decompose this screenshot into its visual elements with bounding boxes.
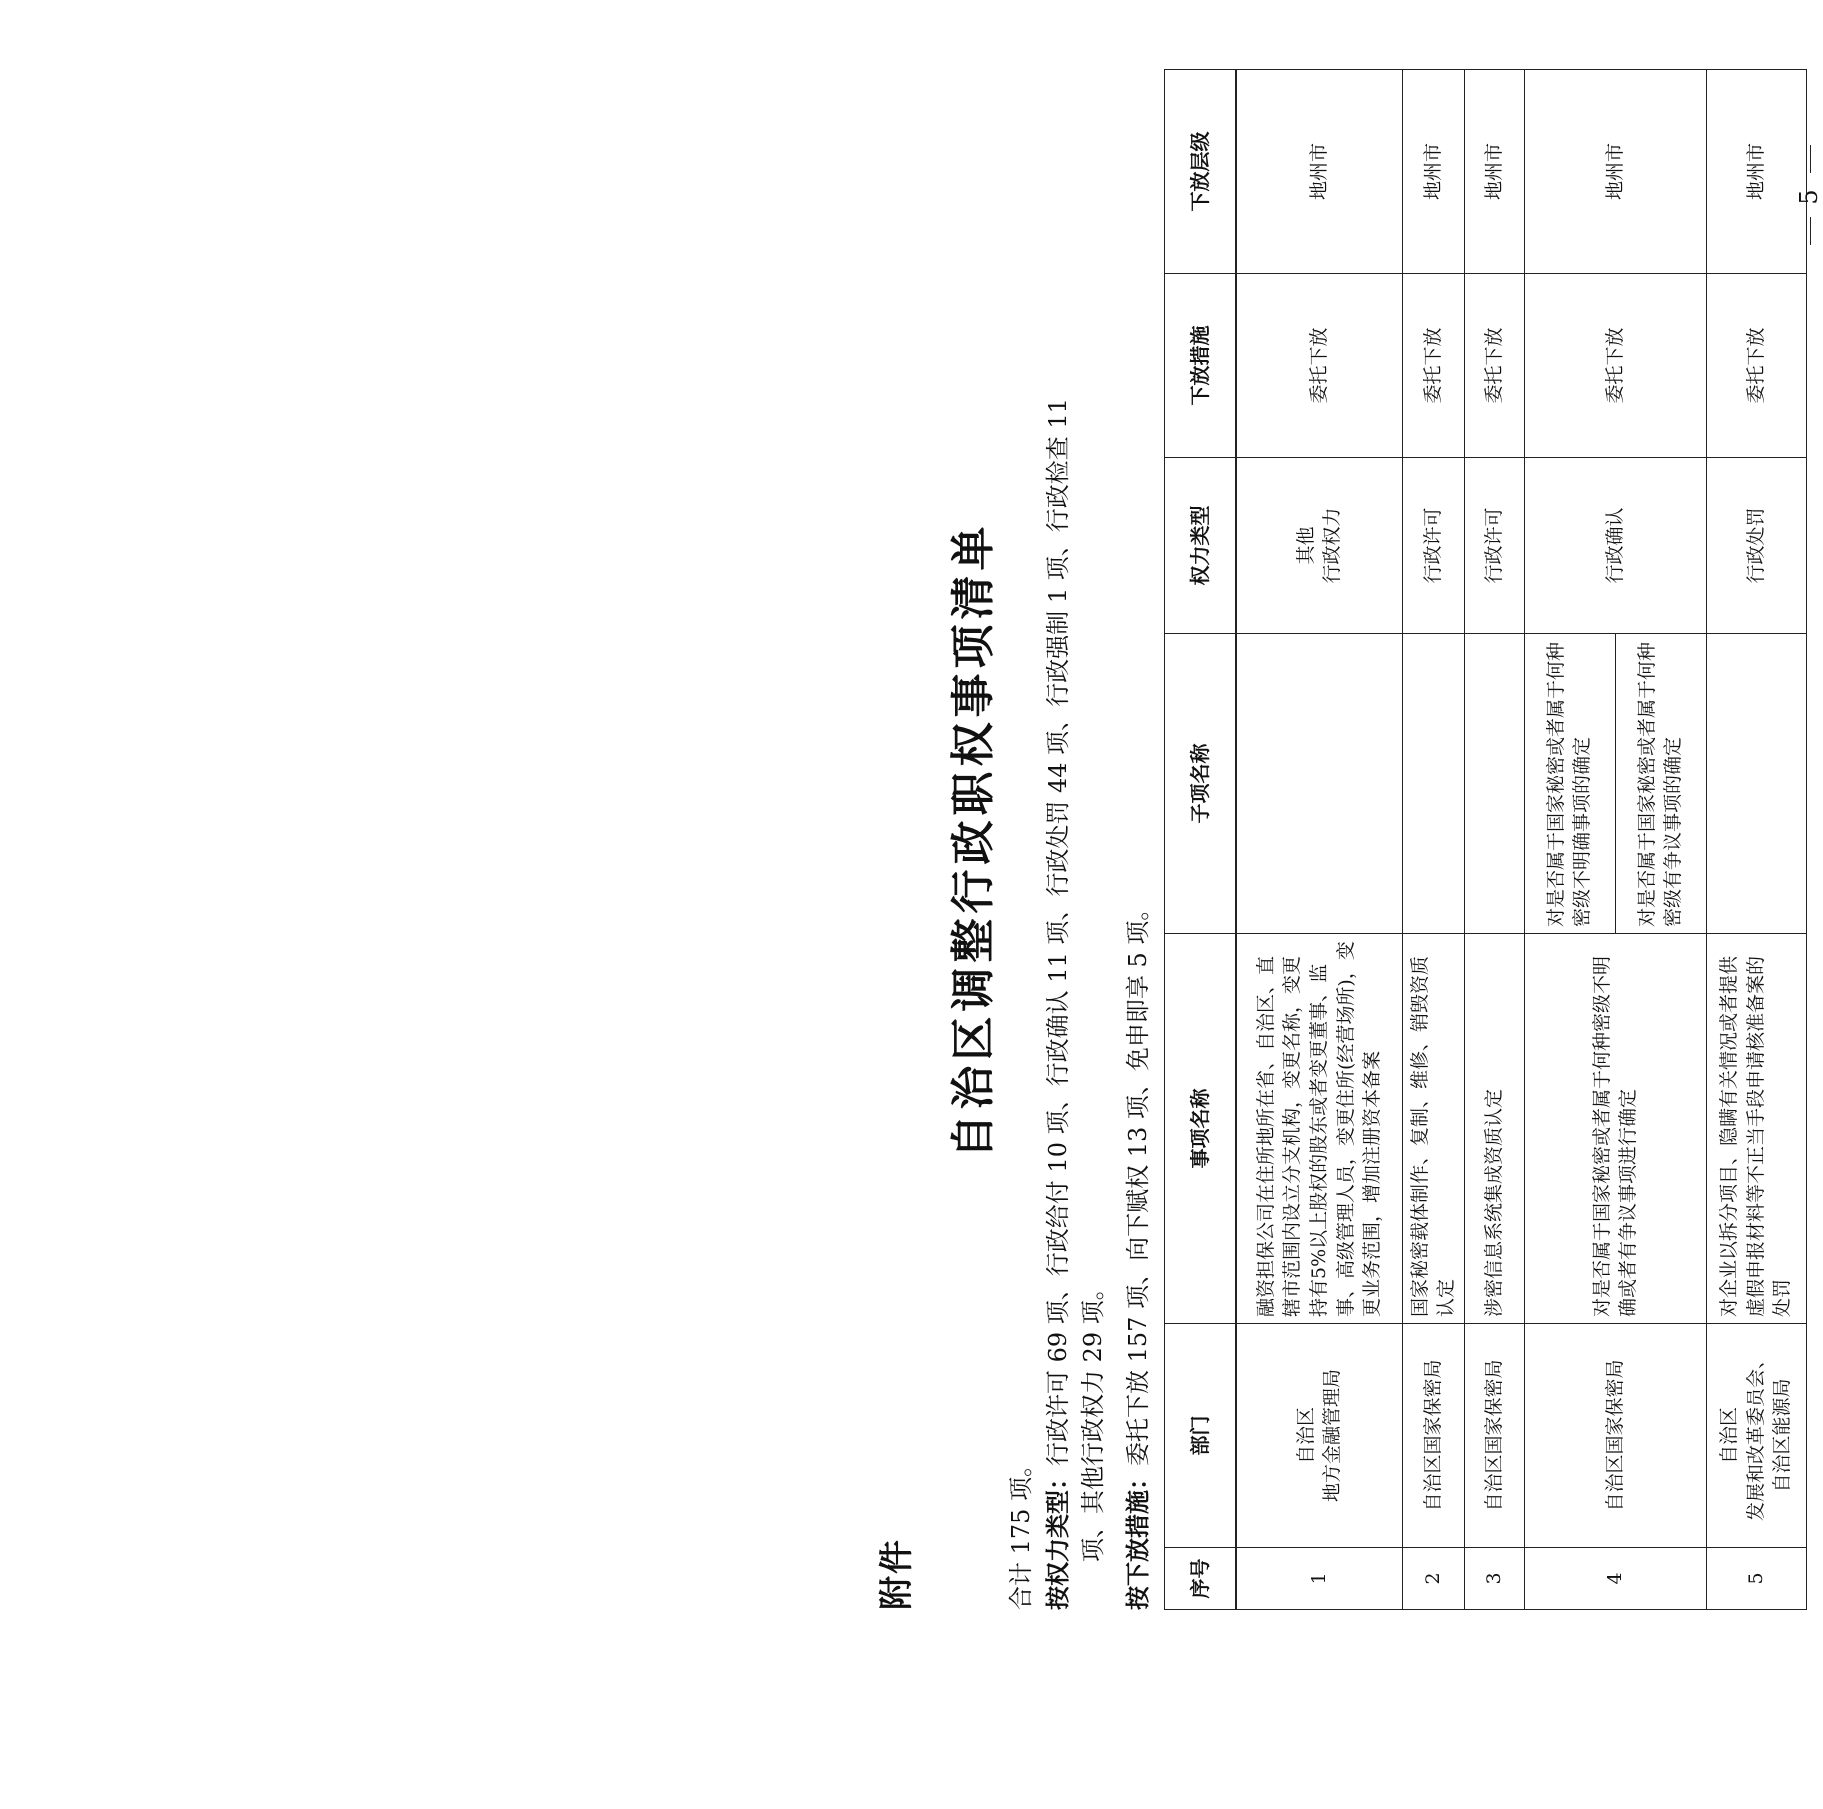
cell-measure: 委托下放 (1706, 274, 1806, 458)
header-item: 事项名称 (1165, 934, 1237, 1324)
cell-type: 其他 行政权力 (1236, 458, 1402, 634)
table-row (1236, 70, 1402, 1610)
cell-sub (1402, 634, 1464, 934)
cell-sub (1464, 634, 1524, 934)
header-level: 下放层级 (1165, 70, 1237, 274)
cell-dept: 自治区国家保密局 (1524, 1324, 1706, 1548)
cell-item: 国家秘密载体制作、复制、维修、销毁资质认定 (1402, 934, 1464, 1324)
cell-type: 行政处罚 (1706, 458, 1806, 634)
summary-by-type-label: 按权力类型： (1044, 1466, 1072, 1610)
header-sub: 子项名称 (1165, 634, 1237, 934)
summary-by-measure-text: 委托下放 157 项、向下赋权 13 项、免申即享 5 项。 (1124, 896, 1152, 1466)
cell-dept: 自治区 发展和改革委员会、 自治区能源局 (1706, 1324, 1806, 1548)
summary-by-measure (1121, 70, 1156, 1610)
page-dash-right (1810, 145, 1811, 173)
summary-by-measure-label: 按下放措施： (1124, 1466, 1152, 1610)
cell-level: 地州市 (1524, 70, 1706, 274)
header-no: 序号 (1165, 1548, 1237, 1610)
rotated-page (869, 70, 1823, 1610)
cell-level: 地州市 (1706, 70, 1806, 274)
cell-measure: 委托下放 (1402, 274, 1464, 458)
attachment-label: 附件 (877, 1538, 917, 1610)
table-row (1402, 70, 1464, 1610)
cell-sub (1236, 634, 1402, 934)
table-header-row (1165, 70, 1237, 1610)
cell-item: 融资担保公司在住所地所在省、自治区、直辖市范围内设立分支机构，变更名称，变更持有5%以上股权的股东或者变更董事、监事、高级管理人员，变更住所(经营场所)，变更业务范围，增加注册资本备案 (1236, 934, 1402, 1324)
cell-dept: 自治区 地方金融管理局 (1236, 1324, 1402, 1548)
header-dept: 部门 (1165, 1324, 1237, 1548)
header-type: 权力类型 (1165, 458, 1237, 634)
cell-measure: 委托下放 (1524, 274, 1706, 458)
page-number-value: 5 (1795, 185, 1823, 205)
cell-no: 5 (1706, 1548, 1806, 1610)
cell-dept: 自治区国家保密局 (1464, 1324, 1524, 1548)
table-row (1524, 70, 1706, 1610)
cell-type: 行政确认 (1524, 458, 1706, 634)
cell-sub (1524, 634, 1706, 934)
summary-by-type-text: 行政许可 69 项、行政给付 10 项、行政确认 11 项、行政处罚 44 项、行政强制 1 项、行政检查 11 (1044, 398, 1072, 1466)
cell-sub (1706, 634, 1806, 934)
page-dash-left (1810, 217, 1811, 245)
summary-by-type (1041, 70, 1111, 1610)
cell-no: 2 (1402, 1548, 1464, 1610)
items-table (1164, 69, 1807, 1610)
sub-item: 对是否属于国家秘密或者属于何种密级有争议事项的确定 (1615, 634, 1706, 933)
table-row (1706, 70, 1806, 1610)
sub-item: 对是否属于国家秘密或者属于何种密级不明确事项的确定 (1545, 641, 1593, 927)
cell-measure: 委托下放 (1236, 274, 1402, 458)
cell-item: 对是否属于国家秘密或者属于何种密级不明确或者有争议事项进行确定 (1524, 934, 1706, 1324)
cell-no: 1 (1236, 1548, 1402, 1610)
cell-dept: 自治区国家保密局 (1402, 1324, 1464, 1548)
header-measure: 下放措施 (1165, 274, 1237, 458)
page-number (1795, 70, 1823, 320)
summary-by-type-cont: 项、其他行政权力 29 项。 (1078, 1276, 1107, 1562)
cell-item: 涉密信息系统集成资质认定 (1464, 934, 1524, 1324)
cell-no: 4 (1524, 1548, 1706, 1610)
summary-total: 合计 175 项。 (1007, 1452, 1035, 1610)
cell-level: 地州市 (1402, 70, 1464, 274)
cell-level: 地州市 (1464, 70, 1524, 274)
table-row (1464, 70, 1524, 1610)
page-title: 自治区调整行政职权事项清单 (948, 521, 999, 1159)
cell-measure: 委托下放 (1464, 274, 1524, 458)
cell-level: 地州市 (1236, 70, 1402, 274)
cell-item: 对企业以拆分项目、隐瞒有关情况或者提供虚假申报材料等不正当手段申请核准备案的处罚 (1706, 934, 1806, 1324)
cell-type: 行政许可 (1464, 458, 1524, 634)
cell-no: 3 (1464, 1548, 1524, 1610)
cell-type: 行政许可 (1402, 458, 1464, 634)
